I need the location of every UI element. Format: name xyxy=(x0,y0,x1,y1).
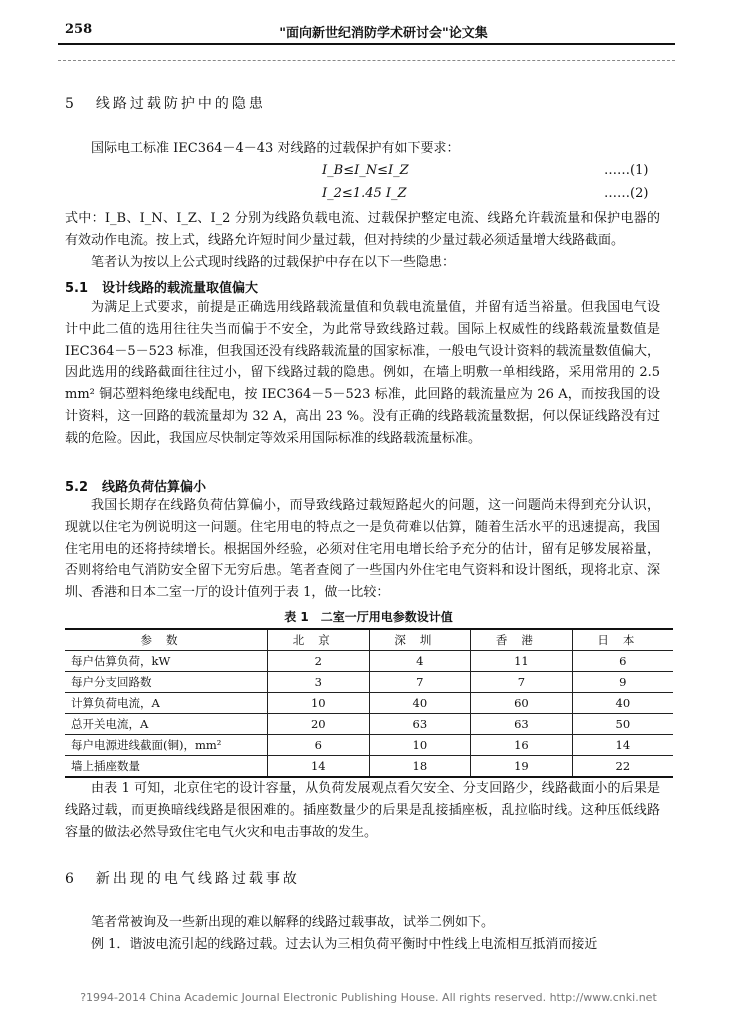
table-cell: 18 xyxy=(369,756,471,778)
table-cell: 每户估算负荷，kW xyxy=(65,651,268,672)
copyright-footer: ?1994-2014 China Academic Journal Electronic Publishing House. All rights reserved. http://www.cnki.net xyxy=(80,991,657,1004)
table-cell: 16 xyxy=(471,735,573,756)
table-discussion: 由表 1 可知，北京住宅的设计容量，从负荷发展观点看欠安全、分支回路少，线路截面小的后果是线路过载，而更换暗线线路是很困难的。插座数量少的后果是乱接插座板，乱拉临时线。这种压低线路容量的做法必然导致住宅电气火灾和电击事故的发生。 xyxy=(65,781,660,840)
subsection-number: 5.2 xyxy=(65,480,89,495)
table-cell: 3 xyxy=(268,672,370,693)
table-cell: 7 xyxy=(369,672,471,693)
table-cell: 9 xyxy=(572,672,673,693)
table-cell: 每户电源进线截面(铜)，mm² xyxy=(65,735,268,756)
table-row xyxy=(65,672,673,693)
subsection-5-1-heading xyxy=(65,277,258,296)
table-cell: 7 xyxy=(471,672,573,693)
table-cell: 50 xyxy=(572,714,673,735)
formula-2-number: ……(2) xyxy=(604,186,649,201)
table-row xyxy=(65,756,673,778)
table-header-cell: 日本 xyxy=(572,629,673,651)
header-rule xyxy=(58,43,675,45)
table-cell: 2 xyxy=(268,651,370,672)
section-title: 线路过载防护中的隐患 xyxy=(95,96,266,112)
header-dashed-rule xyxy=(58,60,675,61)
table-cell: 墙上插座数量 xyxy=(65,756,268,778)
formula-2: I_2≤1.45 I_Z xyxy=(322,186,407,201)
table-cell: 63 xyxy=(369,714,471,735)
design-parameters-table xyxy=(65,628,673,778)
table-header-cell: 参数 xyxy=(65,629,268,651)
table-cell: 4 xyxy=(369,651,471,672)
table-row xyxy=(65,651,673,672)
section-6-intro: 笔者常被询及一些新出现的难以解释的线路过载事故，试举二例如下。 xyxy=(91,915,495,930)
section-number: 5 xyxy=(65,96,74,112)
running-title: "面向新世纪消防学术研讨会"论文集 xyxy=(279,26,488,41)
subsection-5-2-heading xyxy=(65,476,206,495)
table-cell: 11 xyxy=(471,651,573,672)
table-cell: 20 xyxy=(268,714,370,735)
formula-definition: 式中：I_B、I_N、I_Z、I_2 分别为线路负载电流、过载保护整定电流、线路允许载流量和保护电器的有效动作电流。按上式，线路允许短时间少量过载，但对持续的少量过载必须适量增大线路截面。 xyxy=(65,211,660,248)
section-title: 新出现的电气线路过载事故 xyxy=(95,871,300,887)
table-cell: 10 xyxy=(369,735,471,756)
section-5-intro: 国际电工标准 IEC364－4－43 对线路的过载保护有如下要求： xyxy=(91,141,460,156)
section-6-heading xyxy=(65,868,300,888)
section-number: 6 xyxy=(65,871,74,887)
formula-1: I_B≤I_N≤I_Z xyxy=(322,163,409,178)
hazard-intro: 笔者认为按以上公式现时线路的过载保护中存在以下一些隐患： xyxy=(91,255,456,270)
table-cell: 22 xyxy=(572,756,673,778)
subsection-5-2-body: 我国长期存在线路负荷估算偏小，而导致线路过载短路起火的问题，这一问题尚未得到充分认识，现就以住宅为例说明这一问题。住宅用电的特点之一是负荷难以估算，随着生活水平的迅速提高，我国住宅用电的还将持续增长。根据国外经验，必须对住宅用电增长给予充分的估计，留有足够发展裕量，否则将给电气消防安全留下无穷后患。笔者查阅了一些国内外住宅电气资料和设计图纸，现将北京、深圳、香港和日本二室一厅的设计值列于表 1，做一比较： xyxy=(65,498,660,601)
table-header-cell: 深圳 xyxy=(369,629,471,651)
example-1-text: 例 1．谐波电流引起的线路过载。过去认为三相负荷平衡时中性线上电流相互抵消而接近 xyxy=(91,937,598,952)
table-cell: 40 xyxy=(572,693,673,714)
table-header-row xyxy=(65,629,673,651)
table-cell: 14 xyxy=(572,735,673,756)
table-row xyxy=(65,693,673,714)
table-cell: 63 xyxy=(471,714,573,735)
table-row xyxy=(65,714,673,735)
table-row xyxy=(65,735,673,756)
table-cell: 6 xyxy=(572,651,673,672)
table-caption: 表 1 二室一厅用电参数设计值 xyxy=(284,610,453,624)
subsection-title: 设计线路的载流量取值偏大 xyxy=(102,281,259,296)
formula-1-number: ……(1) xyxy=(604,163,649,178)
table-cell: 计算负荷电流，A xyxy=(65,693,268,714)
table-cell: 每户分支回路数 xyxy=(65,672,268,693)
table-header-cell: 北京 xyxy=(268,629,370,651)
page-number: 258 xyxy=(65,22,93,37)
subsection-number: 5.1 xyxy=(65,281,89,296)
subsection-title: 线路负荷估算偏小 xyxy=(102,480,207,495)
table-cell: 60 xyxy=(471,693,573,714)
table-cell: 19 xyxy=(471,756,573,778)
table-cell: 40 xyxy=(369,693,471,714)
table-cell: 总开关电流，A xyxy=(65,714,268,735)
table-header-cell: 香港 xyxy=(471,629,573,651)
table-cell: 10 xyxy=(268,693,370,714)
section-5-heading xyxy=(65,93,266,113)
table-cell: 14 xyxy=(268,756,370,778)
subsection-5-1-body: 为满足上式要求，前提是正确选用线路载流量值和负载电流量值，并留有适当裕量。但我国电气设计中此二值的选用往往失当而偏于不安全，为此常导致线路过载。国际上权威性的线路载流量数值是 IEC364－5－523 标准，但我国还没有线路载流量的国家标准，一般电气设计资料的载流量数值偏大，因此选用的线路截面往往过小，留下线路过载的隐患。例如，在墙上明敷一单相线路，采用常用的 2.5 mm² 铜芯塑料绝缘电线配电，按 IEC364－5－523 标准，此回路的载流量应为 26 A，而按我国的设计资料，这一回路的载流量却为 32 A，高出 23 %。没有正确的线路载流量数据，何以保证线路没有过载的危险。因此，我国应尽快制定等效采用国际标准的线路载流量标准。 xyxy=(65,300,660,446)
table-cell: 6 xyxy=(268,735,370,756)
